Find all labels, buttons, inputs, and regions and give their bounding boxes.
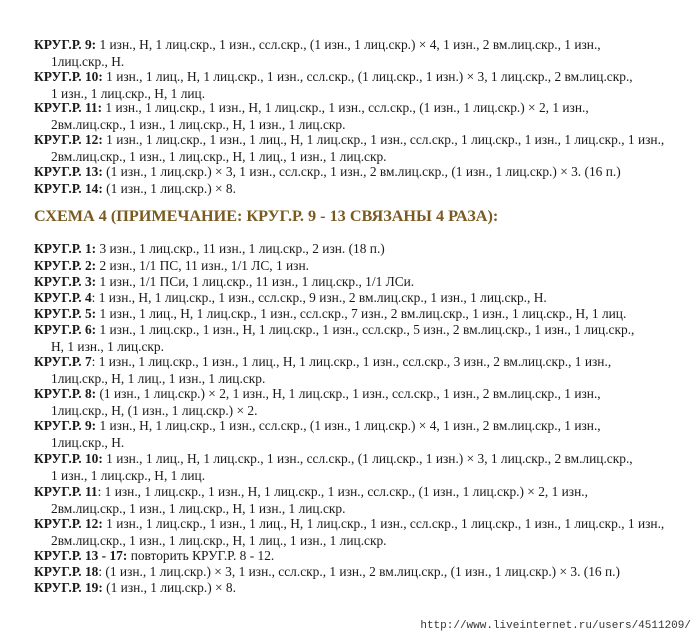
round-instruction-row xyxy=(34,418,684,451)
round-line xyxy=(34,564,684,581)
round-line xyxy=(34,516,684,533)
round-text: 1 изн., Н, 1 лиц.скр., 1 изн., ссл.скр., (1 изн., 1 лиц.скр.) × 4, 1 изн., 2 вм.лиц.скр., 1 изн., xyxy=(96,37,601,52)
round-instruction-row xyxy=(34,258,684,275)
round-label: КРУГ.Р. 4 xyxy=(34,290,92,305)
round-instruction-row xyxy=(34,580,684,597)
round-line xyxy=(34,354,684,371)
round-label: КРУГ.Р. 12: xyxy=(34,132,103,147)
round-instruction-row xyxy=(34,322,684,355)
round-text: 1 изн., 1 лиц.скр., 1 изн., 1 лиц., Н, 1 лиц.скр., 1 изн., ссл.скр., 1 лиц.скр., 1 изн., 1 лиц.скр., 1 изн., xyxy=(102,132,665,147)
round-text-continuation: 2вм.лиц.скр., 1 изн., 1 лиц.скр., Н, 1 изн., 1 лиц.скр. xyxy=(51,116,346,132)
round-text-continuation: 1лиц.скр., Н. xyxy=(51,434,125,450)
round-text: : 1 изн., 1 лиц.скр., 1 изн., Н, 1 лиц.скр., 1 изн., ссл.скр., (1 изн., 1 лиц.скр.) × 2, 1 изн., xyxy=(97,484,588,499)
round-text: 1 изн., 1/1 ПСи, 1 лиц.скр., 11 изн., 1 лиц.скр., 1/1 ЛСи. xyxy=(96,274,415,289)
round-text-continuation: 2вм.лиц.скр., 1 изн., 1 лиц.скр., Н, 1 лиц., 1 изн., 1 лиц.скр. xyxy=(51,532,387,548)
round-text: 1 изн., 1 лиц., Н, 1 лиц.скр., 1 изн., ссл.скр., 7 изн., 2 вм.лиц.скр., 1 изн., 1 лиц.скр., Н, 1 лиц. xyxy=(96,306,627,321)
round-line xyxy=(34,164,684,181)
round-text: : 1 изн., 1 лиц.скр., 1 изн., 1 лиц., Н, 1 лиц.скр., 1 изн., ссл.скр., 3 изн., 2 вм.лиц.скр., 1 изн., xyxy=(91,354,612,369)
round-instruction-row xyxy=(34,306,684,323)
round-line xyxy=(34,451,684,468)
round-line xyxy=(34,306,684,323)
round-text: (1 изн., 1 лиц.скр.) × 8. xyxy=(102,580,236,595)
round-label: КРУГ.Р. 6: xyxy=(34,322,97,337)
round-instruction-row xyxy=(34,548,684,565)
round-text: 3 изн., 1 лиц.скр., 11 изн., 1 лиц.скр., 2 изн. (18 п.) xyxy=(96,241,385,256)
round-label: КРУГ.Р. 10: xyxy=(34,451,103,466)
round-text: (1 изн., 1 лиц.скр.) × 8. xyxy=(102,181,236,196)
round-instruction-row xyxy=(34,564,684,581)
round-line xyxy=(34,37,684,54)
round-instruction-row xyxy=(34,132,684,165)
round-instruction-row xyxy=(34,241,684,258)
round-label: КРУГ.Р. 9: xyxy=(34,37,97,52)
round-label: КРУГ.Р. 19: xyxy=(34,580,103,595)
round-label: КРУГ.Р. 14: xyxy=(34,181,103,196)
round-instruction-row xyxy=(34,290,684,307)
round-label: КРУГ.Р. 3: xyxy=(34,274,97,289)
round-text: 1 изн., 1 лиц.скр., 1 изн., 1 лиц., Н, 1 лиц.скр., 1 изн., ссл.скр., 1 лиц.скр., 1 изн., 1 лиц.скр., 1 изн., xyxy=(102,516,665,531)
round-text: (1 изн., 1 лиц.скр.) × 2, 1 изн., Н, 1 лиц.скр., 1 изн., ссл.скр., 1 изн., 2 вм.лиц.скр., 1 изн., xyxy=(96,386,601,401)
round-label: КРУГ.Р. 13: xyxy=(34,164,103,179)
round-instruction-row xyxy=(34,69,684,102)
round-text-continuation: Н, 1 изн., 1 лиц.скр. xyxy=(51,338,164,354)
round-text-continuation: 1лиц.скр., Н. xyxy=(51,53,125,69)
round-label: КРУГ.Р. 5: xyxy=(34,306,97,321)
round-text: 1 изн., 1 лиц.скр., 1 изн., Н, 1 лиц.скр., 1 изн., ссл.скр., 5 изн., 2 вм.лиц.скр., 1 изн., 1 лиц.скр., xyxy=(96,322,635,337)
round-instruction-row xyxy=(34,181,684,198)
round-instruction-row xyxy=(34,274,684,291)
round-line xyxy=(34,386,684,403)
round-line xyxy=(34,69,684,86)
round-line xyxy=(34,484,684,501)
round-line xyxy=(34,241,684,258)
round-line xyxy=(34,580,684,597)
round-text-continuation: 2вм.лиц.скр., 1 изн., 1 лиц.скр., Н, 1 лиц., 1 изн., 1 лиц.скр. xyxy=(51,148,387,164)
round-instruction-row xyxy=(34,100,684,133)
round-text-continuation: 1лиц.скр., Н, 1 лиц., 1 изн., 1 лиц.скр. xyxy=(51,370,266,386)
round-label: КРУГ.Р. 8: xyxy=(34,386,97,401)
round-instruction-row xyxy=(34,354,684,387)
round-instruction-row xyxy=(34,516,684,549)
round-text-continuation: 1лиц.скр., Н, (1 изн., 1 лиц.скр.) × 2. xyxy=(51,402,258,418)
round-label: КРУГ.Р. 7 xyxy=(34,354,92,369)
round-text: 1 изн., 1 лиц.скр., 1 изн., Н, 1 лиц.скр., 1 изн., ссл.скр., (1 изн., 1 лиц.скр.) × 2, 1 изн., xyxy=(102,100,589,115)
round-text: повторить КРУГ.Р. 8 - 12. xyxy=(127,548,275,563)
round-label: КРУГ.Р. 12: xyxy=(34,516,103,531)
round-text: : (1 изн., 1 лиц.скр.) × 3, 1 изн., ссл.скр., 1 изн., 2 вм.лиц.скр., (1 изн., 1 лиц.скр.) × 3. (16 п.) xyxy=(98,564,620,579)
round-text-continuation: 1 изн., 1 лиц.скр., Н, 1 лиц. xyxy=(51,85,206,101)
round-line xyxy=(34,418,684,435)
round-label: КРУГ.Р. 18 xyxy=(34,564,99,579)
round-text-continuation: 2вм.лиц.скр., 1 изн., 1 лиц.скр., Н, 1 изн., 1 лиц.скр. xyxy=(51,500,346,516)
round-label: КРУГ.Р. 2: xyxy=(34,258,97,273)
round-line xyxy=(34,100,684,117)
round-label: КРУГ.Р. 11 xyxy=(34,484,98,499)
round-text: 1 изн., Н, 1 лиц.скр., 1 изн., ссл.скр., (1 изн., 1 лиц.скр.) × 4, 1 изн., 2 вм.лиц.скр., 1 изн., xyxy=(96,418,601,433)
round-label: КРУГ.Р. 1: xyxy=(34,241,97,256)
round-label: КРУГ.Р. 11: xyxy=(34,100,103,115)
round-text-continuation: 1 изн., 1 лиц.скр., Н, 1 лиц. xyxy=(51,467,206,483)
round-instruction-row xyxy=(34,37,684,70)
round-text: 1 изн., 1 лиц., Н, 1 лиц.скр., 1 изн., ссл.скр., (1 лиц.скр., 1 изн.) × 3, 1 лиц.скр., 2 вм.лиц.скр., xyxy=(102,451,633,466)
section-heading: СХЕМА 4 (ПРИМЕЧАНИЕ: КРУГ.Р. 9 - 13 СВЯЗАНЫ 4 РАЗА): xyxy=(34,207,499,225)
source-url-watermark: http://www.liveinternet.ru/users/4511209/ xyxy=(420,620,691,632)
round-instruction-row xyxy=(34,164,684,181)
round-line xyxy=(34,290,684,307)
round-instruction-row xyxy=(34,484,684,517)
round-label: КРУГ.Р. 10: xyxy=(34,69,103,84)
round-line xyxy=(34,548,684,565)
round-line xyxy=(34,322,684,339)
round-instruction-row xyxy=(34,386,684,419)
round-text: 1 изн., 1 лиц., Н, 1 лиц.скр., 1 изн., ссл.скр., (1 лиц.скр., 1 изн.) × 3, 1 лиц.скр., 2 вм.лиц.скр., xyxy=(102,69,633,84)
round-text: : 1 изн., Н, 1 лиц.скр., 1 изн., ссл.скр., 9 изн., 2 вм.лиц.скр., 1 изн., 1 лиц.скр., Н. xyxy=(91,290,547,305)
round-line xyxy=(34,181,684,198)
round-text: 2 изн., 1/1 ПС, 11 изн., 1/1 ЛС, 1 изн. xyxy=(96,258,309,273)
round-text: (1 изн., 1 лиц.скр.) × 3, 1 изн., ссл.скр., 1 изн., 2 вм.лиц.скр., (1 изн., 1 лиц.скр.) × 3. (16 п.) xyxy=(102,164,621,179)
round-line xyxy=(34,274,684,291)
round-line xyxy=(34,132,684,149)
round-line xyxy=(34,258,684,275)
round-label: КРУГ.Р. 13 - 17: xyxy=(34,548,128,563)
round-label: КРУГ.Р. 9: xyxy=(34,418,97,433)
round-instruction-row xyxy=(34,451,684,484)
